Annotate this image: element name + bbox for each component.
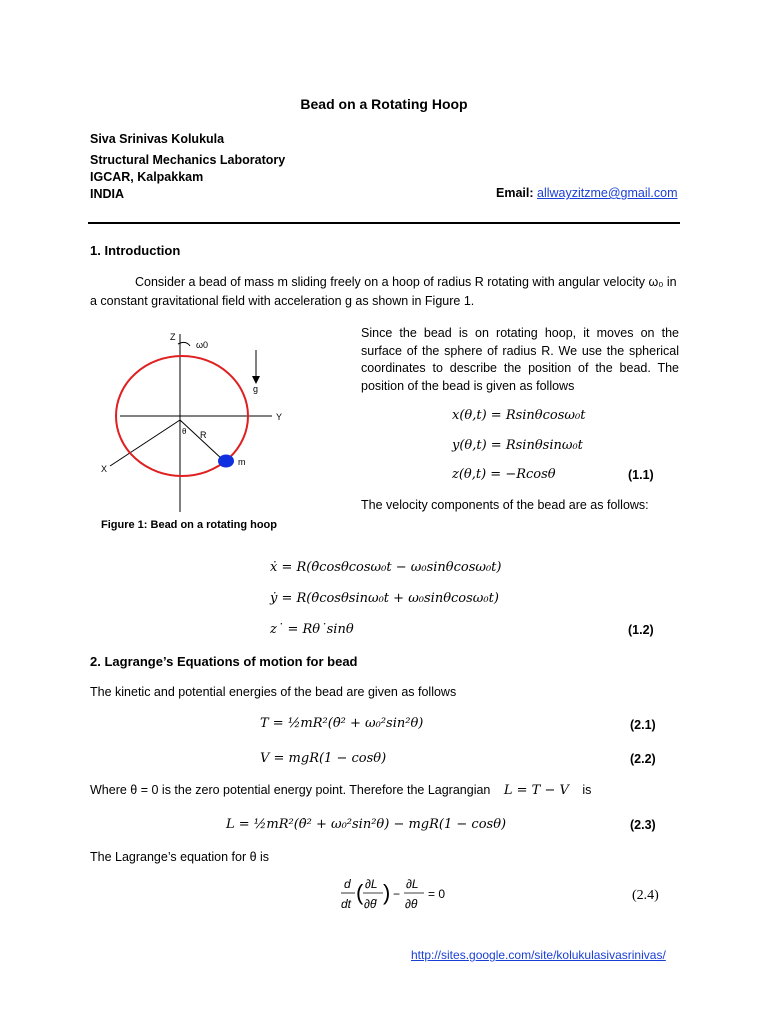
equation-kinetic-energy: T = ½mR²(θ̇² + ω₀²sin²θ) — [260, 716, 424, 731]
equation-number-1-1: (1.1) — [628, 468, 654, 482]
author-org: IGCAR, Kalpakkam — [90, 170, 204, 184]
figure-bead-on-hoop — [90, 326, 290, 516]
label-r: R — [200, 430, 207, 440]
label-m: m — [238, 457, 246, 467]
label-y: Y — [276, 412, 283, 422]
header-divider — [88, 222, 680, 224]
equation-number-2-4: (2.4) — [632, 888, 659, 903]
equation-z-position: z(θ,t) = −Rcosθ — [452, 467, 556, 482]
radius-line — [180, 420, 223, 460]
equation-lagrangian: L = ½mR²(θ̇² + ω₀²sin²θ) − mgR(1 − cosθ) — [226, 817, 507, 832]
email-label: Email: — [496, 186, 534, 200]
email-row — [496, 186, 678, 200]
intro-paragraph: Consider a bead of mass m sliding freely on a hoop of radius R rotating with angular velocity ω₀ in a constant gravitational field with acceleration g as shown in Figure 1. — [90, 275, 677, 308]
x-axis — [110, 420, 180, 466]
gravity-arrowhead — [252, 376, 260, 384]
label-omega0: ω0 — [196, 340, 209, 350]
equation-x-position: x(θ,t) = Rsinθcosω₀t — [452, 408, 586, 423]
section-heading-introduction: 1. Introduction — [90, 243, 181, 258]
label-x: X — [101, 464, 108, 474]
bead-mass — [218, 455, 234, 468]
lagrangian-is: is — [582, 783, 592, 797]
svg-text:∂θ̇: ∂θ̇ — [364, 897, 377, 911]
footer-website-link[interactable]: http://sites.google.com/site/kolukulasivasrinivas/ — [411, 948, 666, 962]
energies-intro: The kinetic and potential energies of the bead are given as follows — [90, 685, 457, 699]
svg-text:d: d — [344, 877, 351, 891]
lagrangian-intro-text: Where θ = 0 is the zero potential energy point. Therefore the Lagrangian — [90, 783, 491, 797]
svg-text:∂θ: ∂θ — [405, 897, 418, 911]
lagrange-equation-intro: The Lagrange’s equation for θ is — [90, 850, 270, 864]
page-title: Bead on a Rotating Hoop — [300, 96, 468, 112]
equation-number-2-3: (2.3) — [630, 818, 656, 832]
lagrangian-intro — [90, 783, 591, 798]
equation-number-2-1: (2.1) — [630, 718, 656, 732]
author-lab: Structural Mechanics Laboratory — [90, 153, 286, 167]
equation-velocity-x: ẋ = R(θ̇cosθcosω₀t − ω₀sinθcosω₀t) — [270, 560, 502, 575]
author-name: Siva Srinivas Kolukula — [90, 132, 225, 146]
svg-text:∂L: ∂L — [406, 877, 419, 891]
section-heading-lagrange: 2. Lagrange’s Equations of motion for bead — [90, 654, 358, 669]
svg-text:): ) — [383, 880, 391, 905]
author-country: INDIA — [90, 187, 125, 201]
svg-text:∂L: ∂L — [365, 877, 378, 891]
lagrangian-definition: L = T − V — [503, 783, 569, 798]
equation-number-2-2: (2.2) — [630, 752, 656, 766]
label-theta: θ — [182, 427, 187, 436]
position-paragraph: Since the bead is on rotating hoop, it moves on the surface of the sphere of radius R. We use the spherical coordinates to describe the position of the bead. The position of the bead is given as follows — [361, 326, 679, 393]
label-g: g — [253, 384, 259, 394]
figure-caption: Figure 1: Bead on a rotating hoop — [101, 519, 277, 531]
equation-lagrange-theta — [338, 872, 458, 916]
equation-y-position: y(θ,t) = Rsinθsinω₀t — [452, 438, 583, 453]
equation-potential-energy: V = mgR(1 − cosθ) — [260, 751, 387, 766]
svg-text:= 0: = 0 — [428, 887, 446, 901]
equation-number-1-2: (1.2) — [628, 623, 654, 637]
email-link[interactable]: allwayzitzme@gmail.com — [537, 186, 678, 200]
label-z: Z — [170, 332, 176, 342]
svg-text:−: − — [393, 887, 401, 901]
velocity-intro: The velocity components of the bead are as follows: — [361, 498, 649, 512]
equation-velocity-z: z˙ = Rθ˙sinθ — [270, 622, 354, 637]
equation-velocity-y: ẏ = R(θ̇cosθsinω₀t + ω₀sinθcosω₀t) — [270, 591, 499, 606]
svg-text:dt: dt — [341, 897, 352, 911]
svg-text:(: ( — [356, 880, 364, 905]
